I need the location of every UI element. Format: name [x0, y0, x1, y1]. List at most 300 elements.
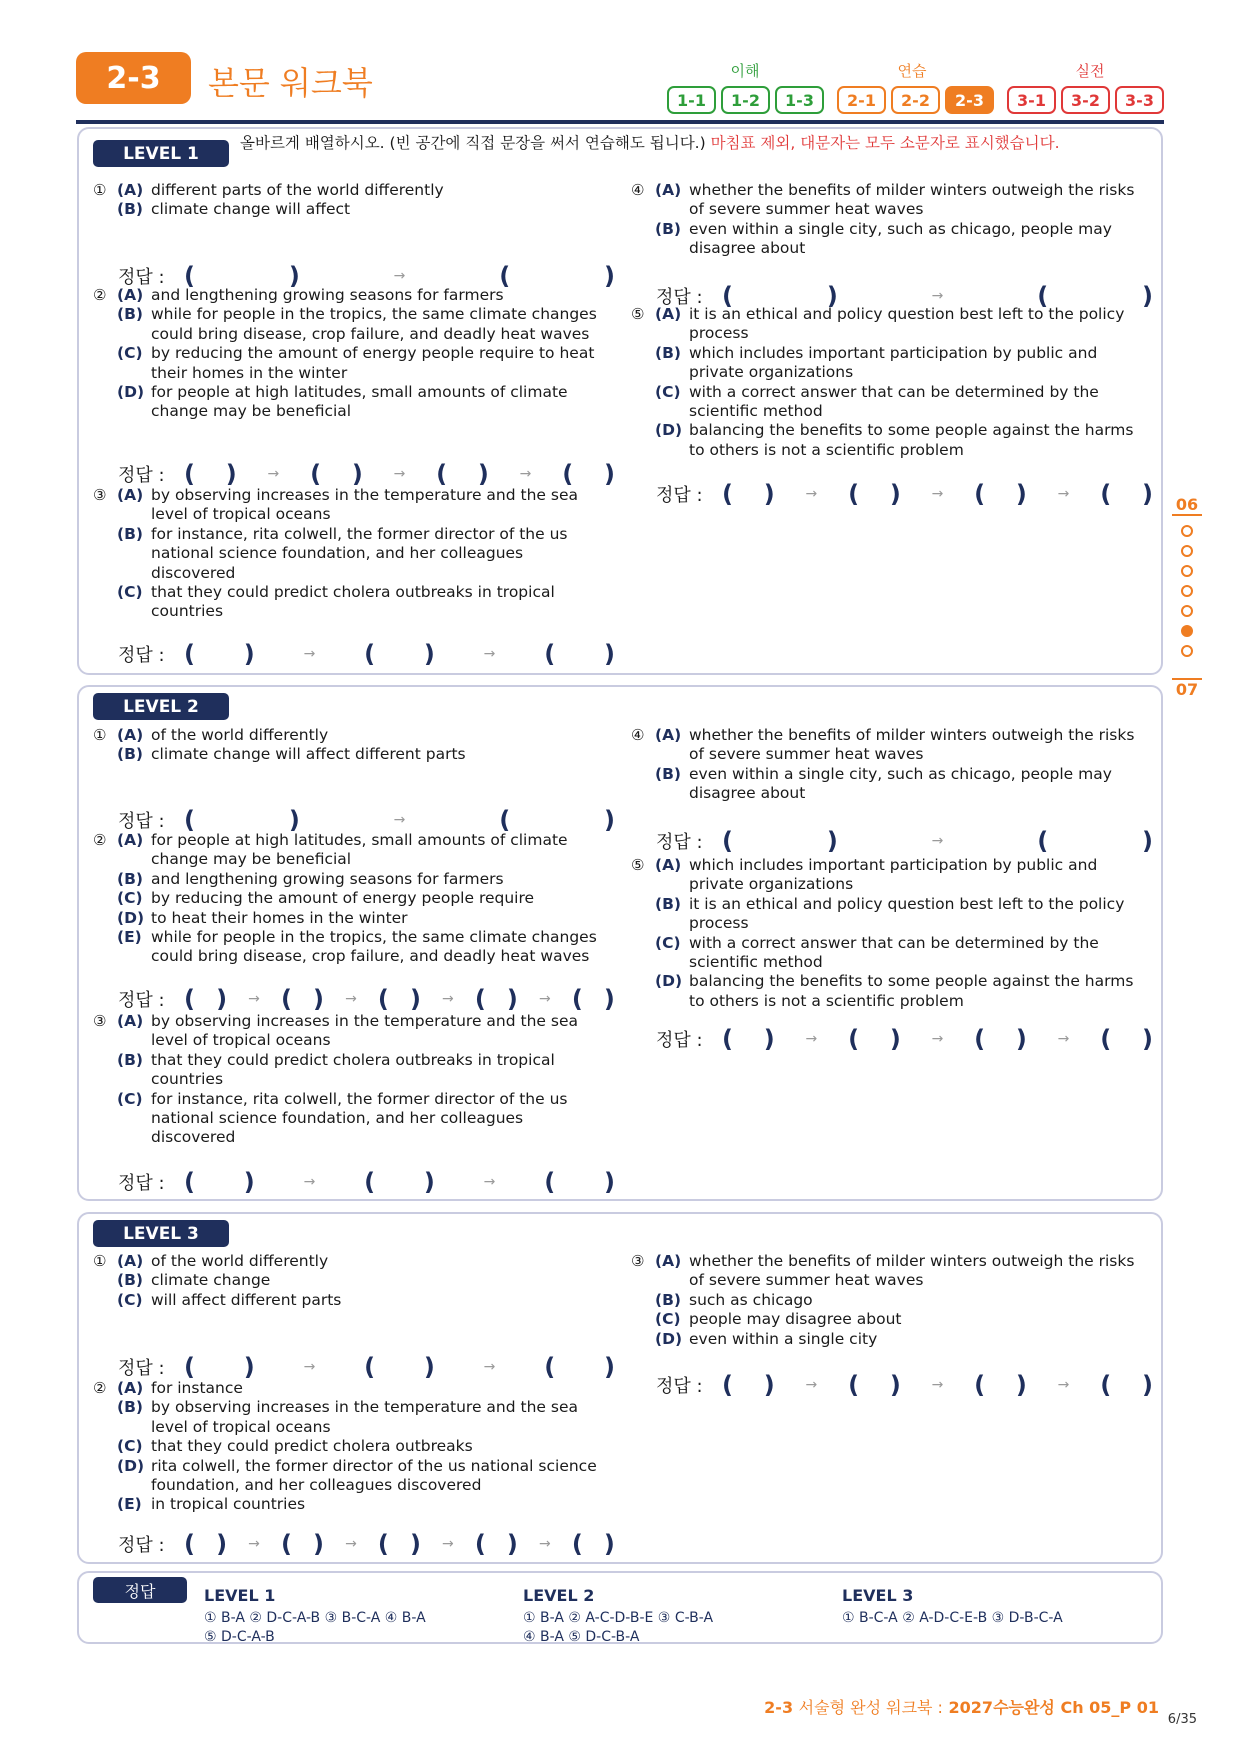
choice-label: (B) — [655, 764, 681, 783]
choice-row — [631, 895, 1136, 934]
close-paren: ) — [603, 985, 615, 1013]
choice-text: with a correct answer that can be determined by the scientific method — [689, 382, 1099, 421]
arrow-icon: → — [442, 991, 454, 1007]
question-item — [93, 1252, 598, 1310]
choice-row — [93, 305, 598, 344]
question-number — [93, 1291, 117, 1310]
open-paren: ( — [848, 1025, 860, 1053]
question-number — [93, 1398, 117, 1437]
step-tab-1-1[interactable]: 1-1 — [667, 86, 716, 114]
answer-label: 정답 : — [118, 1173, 165, 1194]
arrow-icon: → — [248, 991, 260, 1007]
choice-row — [631, 934, 1136, 973]
choice-text: climate change will affect different parts — [151, 745, 466, 764]
choice-text: people may disagree about — [689, 1310, 902, 1329]
close-paren: ) — [763, 1025, 775, 1053]
close-paren: ) — [506, 985, 518, 1013]
question-number: ④ — [631, 181, 645, 199]
answer-label: 정답 : — [118, 645, 165, 666]
side-nav-dot[interactable] — [1181, 525, 1193, 537]
side-nav-bottom-number: 07 — [1172, 678, 1202, 699]
choice-text: even within a single city — [689, 1329, 878, 1348]
question-item — [631, 1252, 1136, 1349]
choice-text: that they could predict cholera outbreaks in tropical countries — [151, 583, 555, 621]
instruction-text — [240, 134, 1170, 153]
open-paren: ( — [571, 1530, 583, 1558]
step-tab-3-1[interactable]: 3-1 — [1007, 86, 1056, 114]
close-paren: ) — [409, 985, 421, 1013]
choice-text: and lengthening growing seasons for farmers — [151, 286, 504, 304]
answer-blanks[interactable] — [722, 827, 1153, 855]
open-paren: ( — [474, 1530, 486, 1558]
close-paren: ) — [506, 1530, 518, 1558]
step-tab-2-1[interactable]: 2-1 — [837, 86, 886, 114]
choice-text: and lengthening growing seasons for farmers — [151, 869, 504, 888]
choice-row — [93, 1457, 598, 1496]
choice-label: (C) — [655, 1310, 681, 1329]
choice-label: (A) — [655, 856, 682, 874]
open-paren: ( — [280, 1530, 292, 1558]
choice-label: (B) — [117, 200, 143, 219]
close-paren: ) — [889, 1025, 901, 1053]
answer-row[interactable] — [656, 827, 1153, 855]
arrow-icon: → — [393, 268, 406, 284]
answer-blanks[interactable] — [722, 1371, 1153, 1399]
choice-row — [631, 344, 1136, 383]
close-paren: ) — [216, 1530, 228, 1558]
unit-badge: 2-3 — [76, 52, 191, 104]
answer-blanks[interactable] — [722, 1025, 1153, 1053]
question-number — [631, 421, 655, 460]
choice-label: (A) — [117, 831, 144, 849]
choice-label: (D) — [117, 908, 145, 927]
answer-key-level-1-line-2: ⑤ D-C-A-B — [204, 1629, 275, 1645]
open-paren: ( — [544, 1168, 556, 1196]
open-paren: ( — [1100, 1025, 1112, 1053]
arrow-icon: → — [483, 1174, 496, 1190]
question-number — [631, 1330, 655, 1349]
choice-label: (A) — [117, 181, 144, 199]
choice-text: by observing increases in the temperature and the sea level of tropical oceans — [151, 1398, 578, 1436]
category-label-practice: 연습 — [897, 62, 927, 80]
choice-label: (A) — [117, 286, 144, 304]
open-paren: ( — [184, 460, 195, 488]
choice-label: (B) — [117, 524, 143, 543]
question-number — [631, 344, 655, 383]
choice-row — [93, 870, 598, 889]
arrow-icon: → — [931, 486, 944, 502]
close-paren: ) — [889, 480, 901, 508]
choice-row — [93, 486, 598, 525]
choice-text: while for people in the tropics, the same climate changes could bring disease, crop failure, and deadly heat waves — [151, 928, 597, 966]
open-paren: ( — [184, 262, 195, 290]
choice-label: (D) — [655, 972, 683, 991]
category-label-test: 실전 — [1075, 62, 1105, 80]
choice-label: (A) — [117, 1252, 144, 1270]
choice-label: (B) — [117, 305, 143, 324]
close-paren: ) — [604, 640, 615, 668]
choice-row — [631, 856, 1136, 895]
close-paren: ) — [243, 640, 255, 668]
open-paren: ( — [364, 640, 376, 668]
question-number — [631, 895, 655, 934]
open-paren: ( — [184, 1530, 195, 1558]
arrow-icon: → — [805, 1031, 818, 1047]
choice-text: even within a single city, such as chicago, people may disagree about — [689, 219, 1112, 258]
answer-blanks[interactable] — [184, 640, 615, 668]
question-number — [93, 383, 117, 422]
close-paren: ) — [1015, 1371, 1027, 1399]
answer-key-level-3-line-1: ① B-C-A ② A-D-C-E-B ③ D-B-C-A — [842, 1610, 1063, 1626]
open-paren: ( — [184, 640, 195, 668]
open-paren: ( — [364, 1353, 376, 1381]
choice-text: it is an ethical and policy question best left to the policy process — [689, 305, 1125, 343]
question-item — [93, 831, 598, 967]
open-paren: ( — [1037, 282, 1049, 310]
question-item — [93, 486, 598, 622]
question-number — [631, 220, 655, 259]
answer-label: 정답 : — [656, 1030, 703, 1051]
question-number: ② — [93, 1379, 107, 1397]
question-number — [93, 583, 117, 622]
choice-row — [93, 889, 598, 908]
level-2-badge: LEVEL 2 — [93, 693, 229, 720]
question-number: ① — [93, 1252, 107, 1270]
open-paren: ( — [722, 1371, 733, 1399]
close-paren: ) — [423, 1168, 435, 1196]
choice-row — [631, 972, 1136, 1011]
answer-key-level-1-line-1: ① B-A ② D-C-A-B ③ B-C-A ④ B-A — [204, 1610, 426, 1626]
choice-row — [93, 1051, 598, 1090]
answer-key-level-2-line-1: ① B-A ② A-C-D-B-E ③ C-B-A — [523, 1610, 714, 1626]
choice-row — [93, 831, 598, 870]
step-tab-3-2[interactable]: 3-2 — [1061, 86, 1110, 114]
answer-key-level-2-line-2: ④ B-A ⑤ D-C-B-A — [523, 1629, 640, 1645]
choice-label: (C) — [117, 1290, 143, 1309]
choice-label: (A) — [655, 181, 682, 199]
answer-blanks[interactable] — [184, 1530, 615, 1558]
choice-text: of the world differently — [151, 726, 329, 744]
question-item — [631, 305, 1136, 460]
choice-text: different parts of the world differently — [151, 181, 444, 199]
question-item — [631, 726, 1136, 804]
level-3-badge: LEVEL 3 — [93, 1220, 229, 1247]
question-number — [93, 200, 117, 219]
choice-text: which includes important participation by public and private organizations — [689, 343, 1098, 382]
close-paren: ) — [826, 827, 838, 855]
open-paren: ( — [184, 985, 195, 1013]
question-item — [93, 286, 598, 422]
question-number — [93, 525, 117, 583]
question-number — [93, 1090, 117, 1148]
question-number — [93, 745, 117, 764]
arrow-icon: → — [1057, 1031, 1070, 1047]
answer-blanks[interactable] — [722, 480, 1153, 508]
choice-label: (A) — [655, 305, 682, 323]
close-paren: ) — [604, 262, 615, 290]
close-paren: ) — [604, 1168, 615, 1196]
instruction-note: 마침표 제외, 대문자는 모두 소문자로 표시했습니다. — [710, 134, 1060, 152]
arrow-icon: → — [303, 1359, 316, 1375]
open-paren: ( — [722, 1025, 733, 1053]
question-number — [631, 383, 655, 422]
open-paren: ( — [310, 460, 322, 488]
choice-row — [93, 1252, 598, 1271]
side-nav-dot[interactable] — [1181, 625, 1193, 637]
choice-label: (C) — [117, 1089, 143, 1108]
choice-text: with a correct answer that can be determined by the scientific method — [689, 933, 1099, 972]
choice-text: while for people in the tropics, the same climate changes could bring disease, crop failure, and deadly heat waves — [151, 305, 597, 343]
step-tab-1-3[interactable]: 1-3 — [775, 86, 824, 114]
open-paren: ( — [474, 985, 486, 1013]
side-nav-dot[interactable] — [1181, 645, 1193, 657]
question-number: ⑤ — [631, 305, 645, 323]
choice-text: balancing the benefits to some people against the harms to others is not a scientific problem — [689, 421, 1134, 459]
answer-row[interactable] — [656, 1025, 1153, 1053]
arrow-icon: → — [303, 1174, 316, 1190]
choice-label: (D) — [655, 1329, 683, 1348]
level-1-badge: LEVEL 1 — [93, 140, 229, 167]
arrow-icon: → — [393, 812, 406, 828]
choice-label: (B) — [117, 1050, 143, 1069]
arrow-icon: → — [931, 1377, 944, 1393]
question-number — [93, 928, 117, 967]
answer-row[interactable] — [656, 480, 1153, 508]
close-paren: ) — [1141, 1371, 1153, 1399]
choice-row — [631, 383, 1136, 422]
question-number: ② — [93, 286, 107, 304]
choice-row — [93, 525, 598, 583]
arrow-icon: → — [442, 1536, 454, 1552]
choice-text: by observing increases in the temperature and the sea level of tropical oceans — [151, 486, 578, 524]
choice-row — [93, 383, 598, 422]
question-number — [93, 909, 117, 928]
step-tab-2-3[interactable]: 2-3 — [945, 86, 994, 114]
arrow-icon: → — [267, 466, 280, 482]
choice-row — [631, 220, 1136, 259]
choice-label: (E) — [117, 928, 142, 947]
choice-text: for people at high latitudes, small amounts of climate change may be beneficial — [151, 383, 568, 421]
choice-text: such as chicago — [689, 1290, 813, 1309]
close-paren: ) — [288, 806, 300, 834]
choice-label: (A) — [117, 486, 144, 504]
choice-text: which includes important participation by public and private organizations — [689, 856, 1098, 894]
choice-label: (A) — [655, 1252, 682, 1270]
choice-row — [631, 1330, 1136, 1349]
choice-row — [631, 1310, 1136, 1329]
open-paren: ( — [544, 1353, 556, 1381]
close-paren: ) — [826, 282, 838, 310]
open-paren: ( — [722, 480, 733, 508]
answer-label: 정답 : — [656, 287, 703, 308]
answer-label: 정답 : — [118, 465, 165, 486]
choice-row — [93, 181, 598, 200]
answer-label: 정답 : — [656, 485, 703, 506]
answer-blanks[interactable] — [184, 1353, 615, 1381]
open-paren: ( — [722, 282, 733, 310]
question-number: ③ — [93, 1012, 107, 1030]
question-number: ① — [93, 726, 107, 744]
choice-text: for instance, rita colwell, the former director of the us national science foundation, and her colleagues discovered — [151, 524, 568, 582]
open-paren: ( — [544, 640, 556, 668]
close-paren: ) — [763, 1371, 775, 1399]
footer — [764, 1695, 1159, 1718]
side-nav-dot[interactable] — [1181, 605, 1193, 617]
choice-row — [631, 421, 1136, 460]
close-paren: ) — [423, 1353, 435, 1381]
choice-text: in tropical countries — [151, 1495, 306, 1514]
question-number — [93, 1457, 117, 1496]
choice-text: even within a single city, such as chicago, people may disagree about — [689, 764, 1112, 803]
close-paren: ) — [603, 1530, 615, 1558]
open-paren: ( — [974, 1025, 986, 1053]
choice-text: whether the benefits of milder winters outweigh the risks of severe summer heat waves — [689, 181, 1135, 219]
open-paren: ( — [280, 985, 292, 1013]
side-nav-dot[interactable] — [1181, 545, 1193, 557]
answer-label: 정답 : — [118, 267, 165, 288]
choice-row — [631, 305, 1136, 344]
open-paren: ( — [974, 480, 986, 508]
question-number — [631, 972, 655, 1011]
choice-label: (B) — [117, 869, 143, 888]
choice-row — [93, 928, 598, 967]
open-paren: ( — [184, 1353, 195, 1381]
choice-text: for instance — [151, 1379, 243, 1397]
choice-label: (C) — [117, 344, 143, 363]
choice-row — [631, 181, 1136, 220]
step-tab-1-2[interactable]: 1-2 — [721, 86, 770, 114]
open-paren: ( — [377, 1530, 389, 1558]
close-paren: ) — [604, 1353, 615, 1381]
answer-row[interactable] — [118, 640, 615, 668]
choice-label: (E) — [117, 1495, 142, 1514]
question-number — [93, 1051, 117, 1090]
footer-subtitle: 서술형 완성 워크북 : — [798, 1698, 943, 1717]
choice-label: (A) — [117, 1379, 144, 1397]
footer-book: 2027수능완성 Ch 05_P 01 — [948, 1698, 1159, 1717]
choice-text: by reducing the amount of energy people require — [151, 889, 535, 908]
question-item — [631, 181, 1136, 259]
choice-label: (D) — [655, 421, 683, 440]
step-tab-3-3[interactable]: 3-3 — [1115, 86, 1164, 114]
choice-row — [93, 1090, 598, 1148]
choice-text: will affect different parts — [151, 1290, 342, 1309]
choice-label: (A) — [655, 726, 682, 744]
choice-text: balancing the benefits to some people against the harms to others is not a scientific problem — [689, 972, 1134, 1010]
choice-label: (B) — [117, 1398, 143, 1417]
choice-label: (D) — [117, 383, 145, 402]
answer-row[interactable] — [118, 985, 615, 1013]
choice-text: climate change — [151, 1271, 271, 1290]
choice-text: to heat their homes in the winter — [151, 908, 408, 927]
page-number: 6/35 — [1167, 1712, 1197, 1727]
choice-label: (B) — [655, 343, 681, 362]
choice-row — [93, 583, 598, 622]
answer-blanks[interactable] — [184, 985, 615, 1013]
answer-blanks[interactable] — [184, 1168, 615, 1196]
choice-label: (B) — [117, 745, 143, 764]
question-number — [631, 1291, 655, 1310]
arrow-icon: → — [931, 1031, 944, 1047]
close-paren: ) — [216, 985, 228, 1013]
choice-row — [93, 726, 598, 745]
choice-row — [631, 726, 1136, 765]
choice-text: it is an ethical and policy question best left to the policy process — [689, 894, 1125, 933]
choice-row — [631, 1252, 1136, 1291]
question-item — [93, 1379, 598, 1515]
choice-row — [93, 1012, 598, 1051]
answer-blanks[interactable] — [184, 806, 615, 834]
question-number — [93, 870, 117, 889]
open-paren: ( — [1100, 480, 1112, 508]
question-number: ① — [93, 181, 107, 199]
answer-row[interactable] — [118, 806, 615, 834]
open-paren: ( — [499, 806, 511, 834]
step-tab-2-2[interactable]: 2-2 — [891, 86, 940, 114]
answer-label: 정답 : — [118, 1535, 165, 1556]
close-paren: ) — [1015, 1025, 1027, 1053]
choice-label: (B) — [655, 894, 681, 913]
question-item — [93, 181, 598, 220]
choice-label: (C) — [117, 583, 143, 602]
close-paren: ) — [225, 460, 237, 488]
answer-label: 정답 : — [118, 990, 165, 1011]
arrow-icon: → — [805, 1377, 818, 1393]
choice-label: (C) — [655, 382, 681, 401]
open-paren: ( — [571, 985, 583, 1013]
side-nav-dot[interactable] — [1181, 565, 1193, 577]
answer-row[interactable] — [118, 460, 615, 488]
close-paren: ) — [243, 1168, 255, 1196]
category-label-understand: 이해 — [730, 62, 760, 80]
open-paren: ( — [184, 1168, 195, 1196]
choice-label: (B) — [655, 1290, 681, 1309]
close-paren: ) — [1142, 282, 1153, 310]
choice-text: for people at high latitudes, small amounts of climate change may be beneficial — [151, 831, 568, 869]
page-title: 본문 워크북 — [208, 64, 373, 102]
answer-row[interactable] — [656, 1371, 1153, 1399]
side-nav-dot[interactable] — [1181, 585, 1193, 597]
side-nav-top-number: 06 — [1172, 495, 1202, 516]
answer-row[interactable] — [118, 1530, 615, 1558]
choice-row — [93, 909, 598, 928]
question-number — [631, 934, 655, 973]
close-paren: ) — [243, 1353, 255, 1381]
choice-text: rita colwell, the former director of the us national science foundation, and her colleagues discovered — [151, 1456, 597, 1495]
open-paren: ( — [377, 985, 389, 1013]
choice-text: climate change will affect — [151, 200, 351, 219]
answer-row[interactable] — [118, 1168, 615, 1196]
answer-blanks[interactable] — [184, 460, 615, 488]
choice-label: (B) — [655, 219, 681, 238]
answer-row[interactable] — [118, 1353, 615, 1381]
answer-key-level-2-label: LEVEL 2 — [523, 1586, 595, 1605]
close-paren: ) — [1015, 480, 1027, 508]
open-paren: ( — [499, 262, 511, 290]
arrow-icon: → — [345, 991, 357, 1007]
choice-row — [93, 344, 598, 383]
close-paren: ) — [889, 1371, 901, 1399]
answer-label: 정답 : — [118, 1358, 165, 1379]
answer-key-level-1-label: LEVEL 1 — [204, 1586, 276, 1605]
choice-text: that they could predict cholera outbreaks — [151, 1437, 473, 1456]
arrow-icon: → — [805, 486, 818, 502]
open-paren: ( — [1100, 1371, 1112, 1399]
instruction-main: 올바르게 배열하시오. (빈 공간에 직접 문장을 써서 연습해도 됩니다.) — [240, 134, 706, 152]
footer-unit: 2-3 — [764, 1698, 794, 1717]
question-number — [93, 1271, 117, 1290]
question-number — [631, 765, 655, 804]
